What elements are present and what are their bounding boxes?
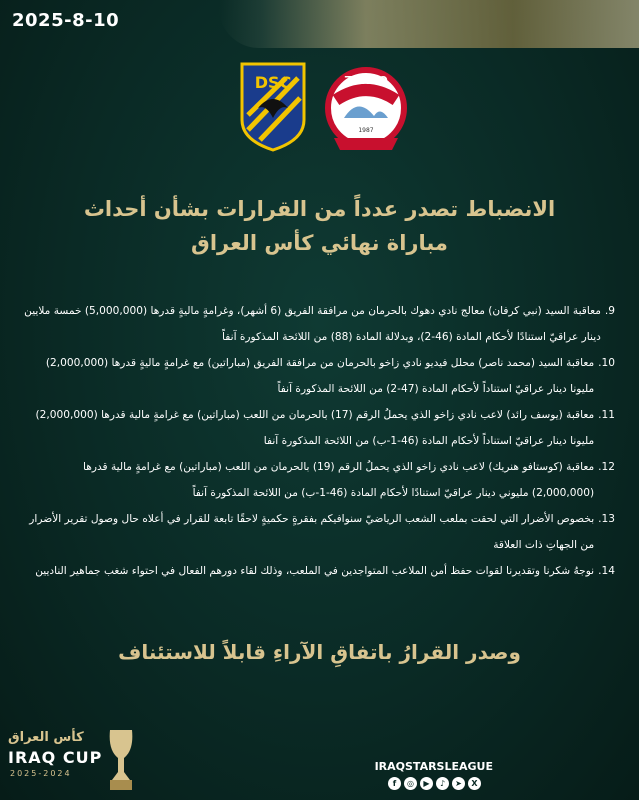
iraq-cup-english: IRAQ CUP [8,748,103,767]
list-item [24,558,615,584]
verdict-statement: وصدر القرارُ باتفاقِ الآراءِ قابلاً للاستئناف [118,640,521,664]
social-links [388,777,481,790]
club-logos [0,60,639,160]
facebook-icon[interactable]: f [388,777,401,790]
item-text: معاقبة السيد (نبي كرفان) معالج نادي دهوك بالحرمان من مرافقة الفريق (6 أشهر)، وغرامةٍ ماليةٍ قدرها (5,000,000) خمسة ملايين دينار عراقيّ استنادًا لأحكام المادة (46-2)، وبدلالة المادة (88) من اللائحة المذكورة آنفاً [24,305,601,343]
item-number: 13. [598,513,615,525]
item-number: 14. [598,565,615,577]
x-icon[interactable]: X [468,777,481,790]
item-number: 10. [598,357,615,369]
youtube-icon[interactable]: ▶ [420,777,433,790]
list-item [24,402,615,454]
iraq-cup-arabic: كأس العراق [8,730,84,745]
dsc-text: DSC [254,73,292,92]
list-item [24,298,615,350]
brand-handle: IRAQSTARSLEAGUE [374,760,493,773]
item-number: 9. [604,305,615,317]
item-text: معاقبة (يوسف رائد) لاعب نادي زاخو الذي يحملُ الرقم (17) بالحرمان من اللعب (مباراتين) مع غرامةٍ مالية قدرها (2,000,000) مليونا دينار عراقيّ استناداً لأحكام المادة (46-1-ب) من اللائحة المذكورة آنفا [35,409,595,447]
list-item [24,454,615,506]
telegram-icon[interactable]: ➤ [452,777,465,790]
trophy-icon [104,724,138,794]
item-text: نوجهُ شكرنا وتقديرنا لقوات حفظ أمن الملاعب المتواجدين في الملعب، وذلك لقاء دورهم الفعال في احتواء شغب جماهير الناديين [35,565,595,577]
item-number: 11. [598,409,615,421]
duhok-club-logo [238,60,308,152]
decision-list [24,298,615,584]
tiktok-icon[interactable]: ♪ [436,777,449,790]
list-item [24,506,615,558]
headline-line-2: مباراة نهائي كأس العراق [191,231,448,255]
zakho-text: ZAKHO [344,74,388,87]
list-item [24,350,615,402]
instagram-icon[interactable]: ◎ [404,777,417,790]
item-text: معاقبة (كوستافو هنريك) لاعب نادي زاخو الذي يحملُ الرقم (19) بالحرمان من اللعب (مباراتين) مع غرامةٍ مالية قدرها (2,000,000) مليوني دينار عراقيّ استنادًا لأحكام المادة (46-1-ب) من اللائحة المذكورة آنفاً [83,461,595,499]
iraq-cup-season: 2025-2024 [10,769,72,778]
header-ornament [219,0,639,48]
headline-line-1: الانضباط تصدر عدداً من القرارات بشأن أحداث [83,197,556,221]
zakho-club-logo [318,60,414,155]
item-text: بخصوص الأضرار التي لحقت بملعب الشعب الرياضيّ سنوافيكم بفقرةٍ حكميةٍ لاحقًا تابعة للقرار في أعلاه حال وصول تقرير الأضرار من الجهاتِ ذات العلاقة [29,513,595,551]
item-text: معاقبة السيد (محمد ناصر) محلل فيديو نادي زاخو بالحرمان من مرافقة الفريق (مباراتين) مع غرامةٍ ماليةٍ قدرها (2,000,000) مليونا دينار عراقيّ استناداً لأحكام المادة (47-2) من اللائحة المذكورة آنفاً [45,357,595,395]
date-label: 2025-8-10 [12,10,120,31]
item-number: 12. [598,461,615,473]
zakho-year: 1987 [358,127,374,134]
headline [0,192,639,260]
